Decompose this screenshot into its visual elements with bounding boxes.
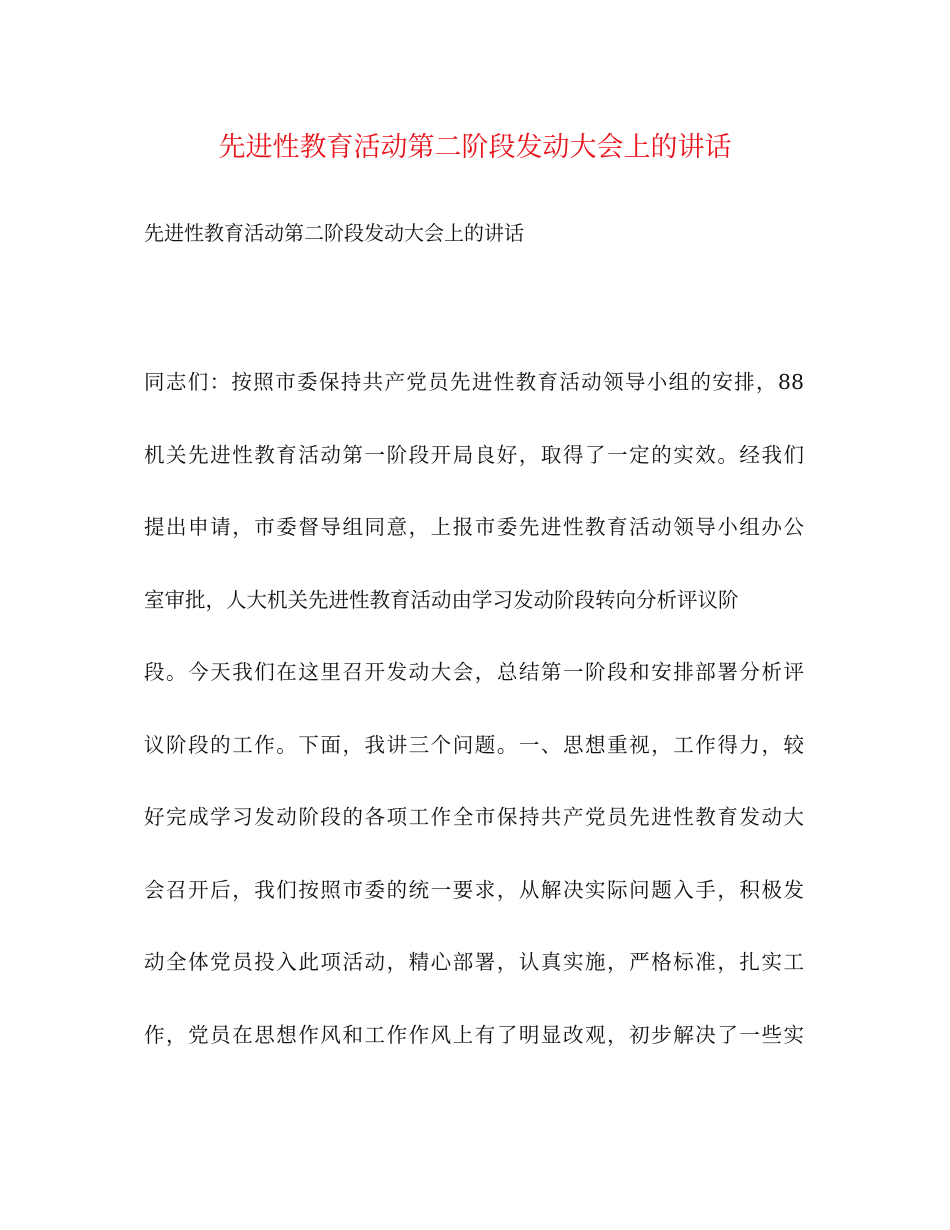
body-line: 会召开后，我们按照市委的统一要求，从解决实际问题入手，积极发: [144, 877, 804, 902]
body-line: 室审批，人大机关先进性教育活动由学习发动阶段转向分析评议阶: [144, 587, 739, 612]
document-body: [144, 364, 804, 1089]
body-line: 段。今天我们在这里召开发动大会，总结第一阶段和安排部署分析评: [144, 660, 804, 684]
body-line: 提出申请，市委督导组同意，上报市委先进性教育活动领导小组办公: [144, 515, 804, 539]
document-title: 先进性教育活动第二阶段发动大会上的讲话: [218, 132, 732, 163]
body-line: 议阶段的工作。下面，我讲三个问题。一、思想重视，工作得力，较: [144, 732, 804, 757]
body-line: 作，党员在思想作风和工作作风上有了明显改观，初步解决了一些实: [144, 1022, 804, 1047]
body-line: 同志们：按照市委保持共产党员先进性教育活动领导小组的安排，88: [144, 370, 804, 394]
body-line: 好完成学习发动阶段的各项工作全市保持共产党员先进性教育发动大: [144, 805, 804, 829]
document-subtitle: 先进性教育活动第二阶段发动大会上的讲话: [144, 221, 524, 245]
body-line: 动全体党员投入此项活动，精心部署，认真实施，严格标准，扎实工: [144, 950, 804, 974]
body-line: 机关先进性教育活动第一阶段开局良好，取得了一定的实效。经我们: [144, 442, 804, 467]
